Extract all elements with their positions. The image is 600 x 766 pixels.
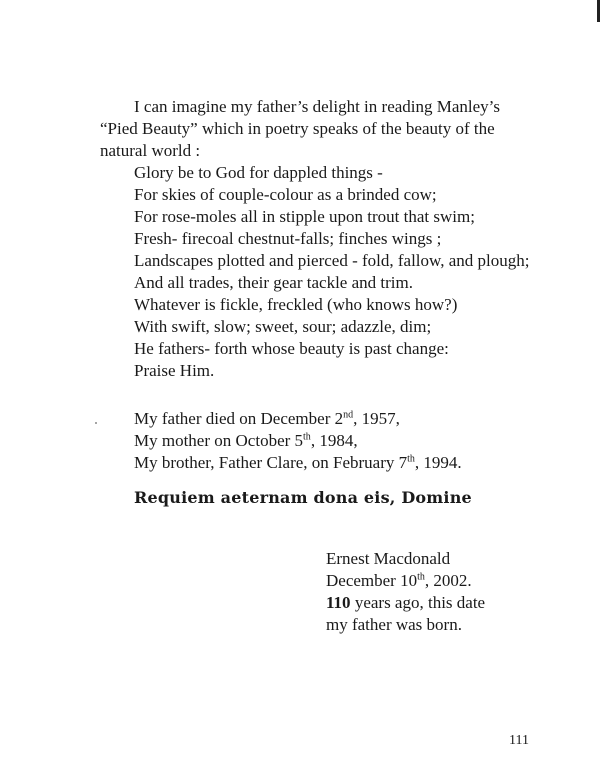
poem-line: Glory be to God for dappled things - [134,163,383,182]
intro-line-2: “Pied Beauty” which in poetry speaks of the beauty of the [100,119,495,138]
years-ago-line: 110 years ago, this date [326,593,486,612]
latin-prayer: Requiem aeternam dona eis, Domine [134,488,472,507]
intro-line-1: I can imagine my father’s delight in reading Manley’s [134,97,501,116]
poem-line: For rose-moles all in stipple upon trout that swim; [134,207,475,226]
poem-line: For skies of couple-colour as a brinded cow; [134,185,437,204]
page-number: 111 [509,733,529,748]
poem-line: Landscapes plotted and pierced - fold, fallow, and plough; [134,251,530,270]
father-death-line: My father died on December 2nd, 1957, [134,409,400,428]
father-born-line: my father was born. [326,615,462,634]
intro-line-3: natural world : [100,141,201,160]
brother-death-line: My brother, Father Clare, on February 7th, 1994. [134,453,462,472]
poem-line: Fresh- firecoal chestnut-falls; finches wings ; [134,229,442,248]
author-name: Ernest Macdonald [326,549,451,568]
scan-speck [95,422,97,424]
poem-line: Praise Him. [134,361,215,380]
signature-date: December 10th, 2002. [326,571,472,590]
poem-line: Whatever is fickle, freckled (who knows how?) [134,295,458,314]
poem-line: He fathers- forth whose beauty is past change: [134,339,449,358]
mother-death-line: My mother on October 5th, 1984, [134,431,358,450]
poem-line: And all trades, their gear tackle and trim. [134,273,413,292]
poem-line: With swift, slow; sweet, sour; adazzle, dim; [134,317,432,336]
